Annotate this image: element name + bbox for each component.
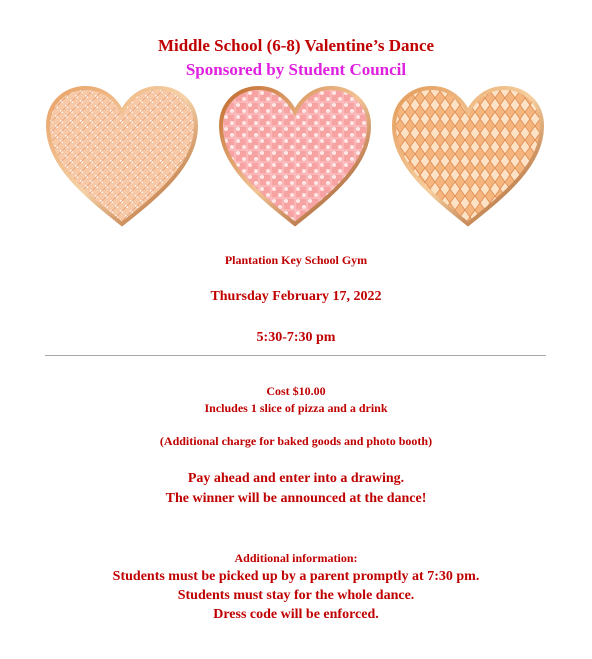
cost-price: Cost $10.00: [266, 384, 326, 398]
additional-info-heading: Additional information:: [234, 551, 358, 565]
heart-right-icon: [390, 84, 546, 230]
heart-left-icon: [44, 84, 200, 230]
flyer-title: Middle School (6-8) Valentine’s Dance: [157, 36, 435, 55]
additional-info-item: Students must stay for the whole dance.: [177, 588, 415, 603]
event-time: 5:30-7:30 pm: [256, 330, 336, 345]
flyer-subtitle: Sponsored by Student Council: [185, 60, 407, 79]
cost-includes: Includes 1 slice of pizza and a drink: [204, 401, 388, 415]
heart-middle-icon: [217, 84, 373, 230]
event-location: Plantation Key School Gym: [224, 253, 368, 267]
event-date: Thursday February 17, 2022: [210, 289, 382, 304]
horizontal-divider: [45, 355, 546, 356]
drawing-line-2: The winner will be announced at the dance!: [165, 491, 427, 506]
hearts-row: [0, 84, 592, 234]
additional-info-item: Students must be picked up by a parent promptly at 7:30 pm.: [112, 569, 480, 584]
cost-extra-note: (Additional charge for baked goods and photo booth): [159, 434, 433, 448]
additional-info-item: Dress code will be enforced.: [213, 607, 379, 622]
drawing-line-1: Pay ahead and enter into a drawing.: [187, 471, 405, 486]
